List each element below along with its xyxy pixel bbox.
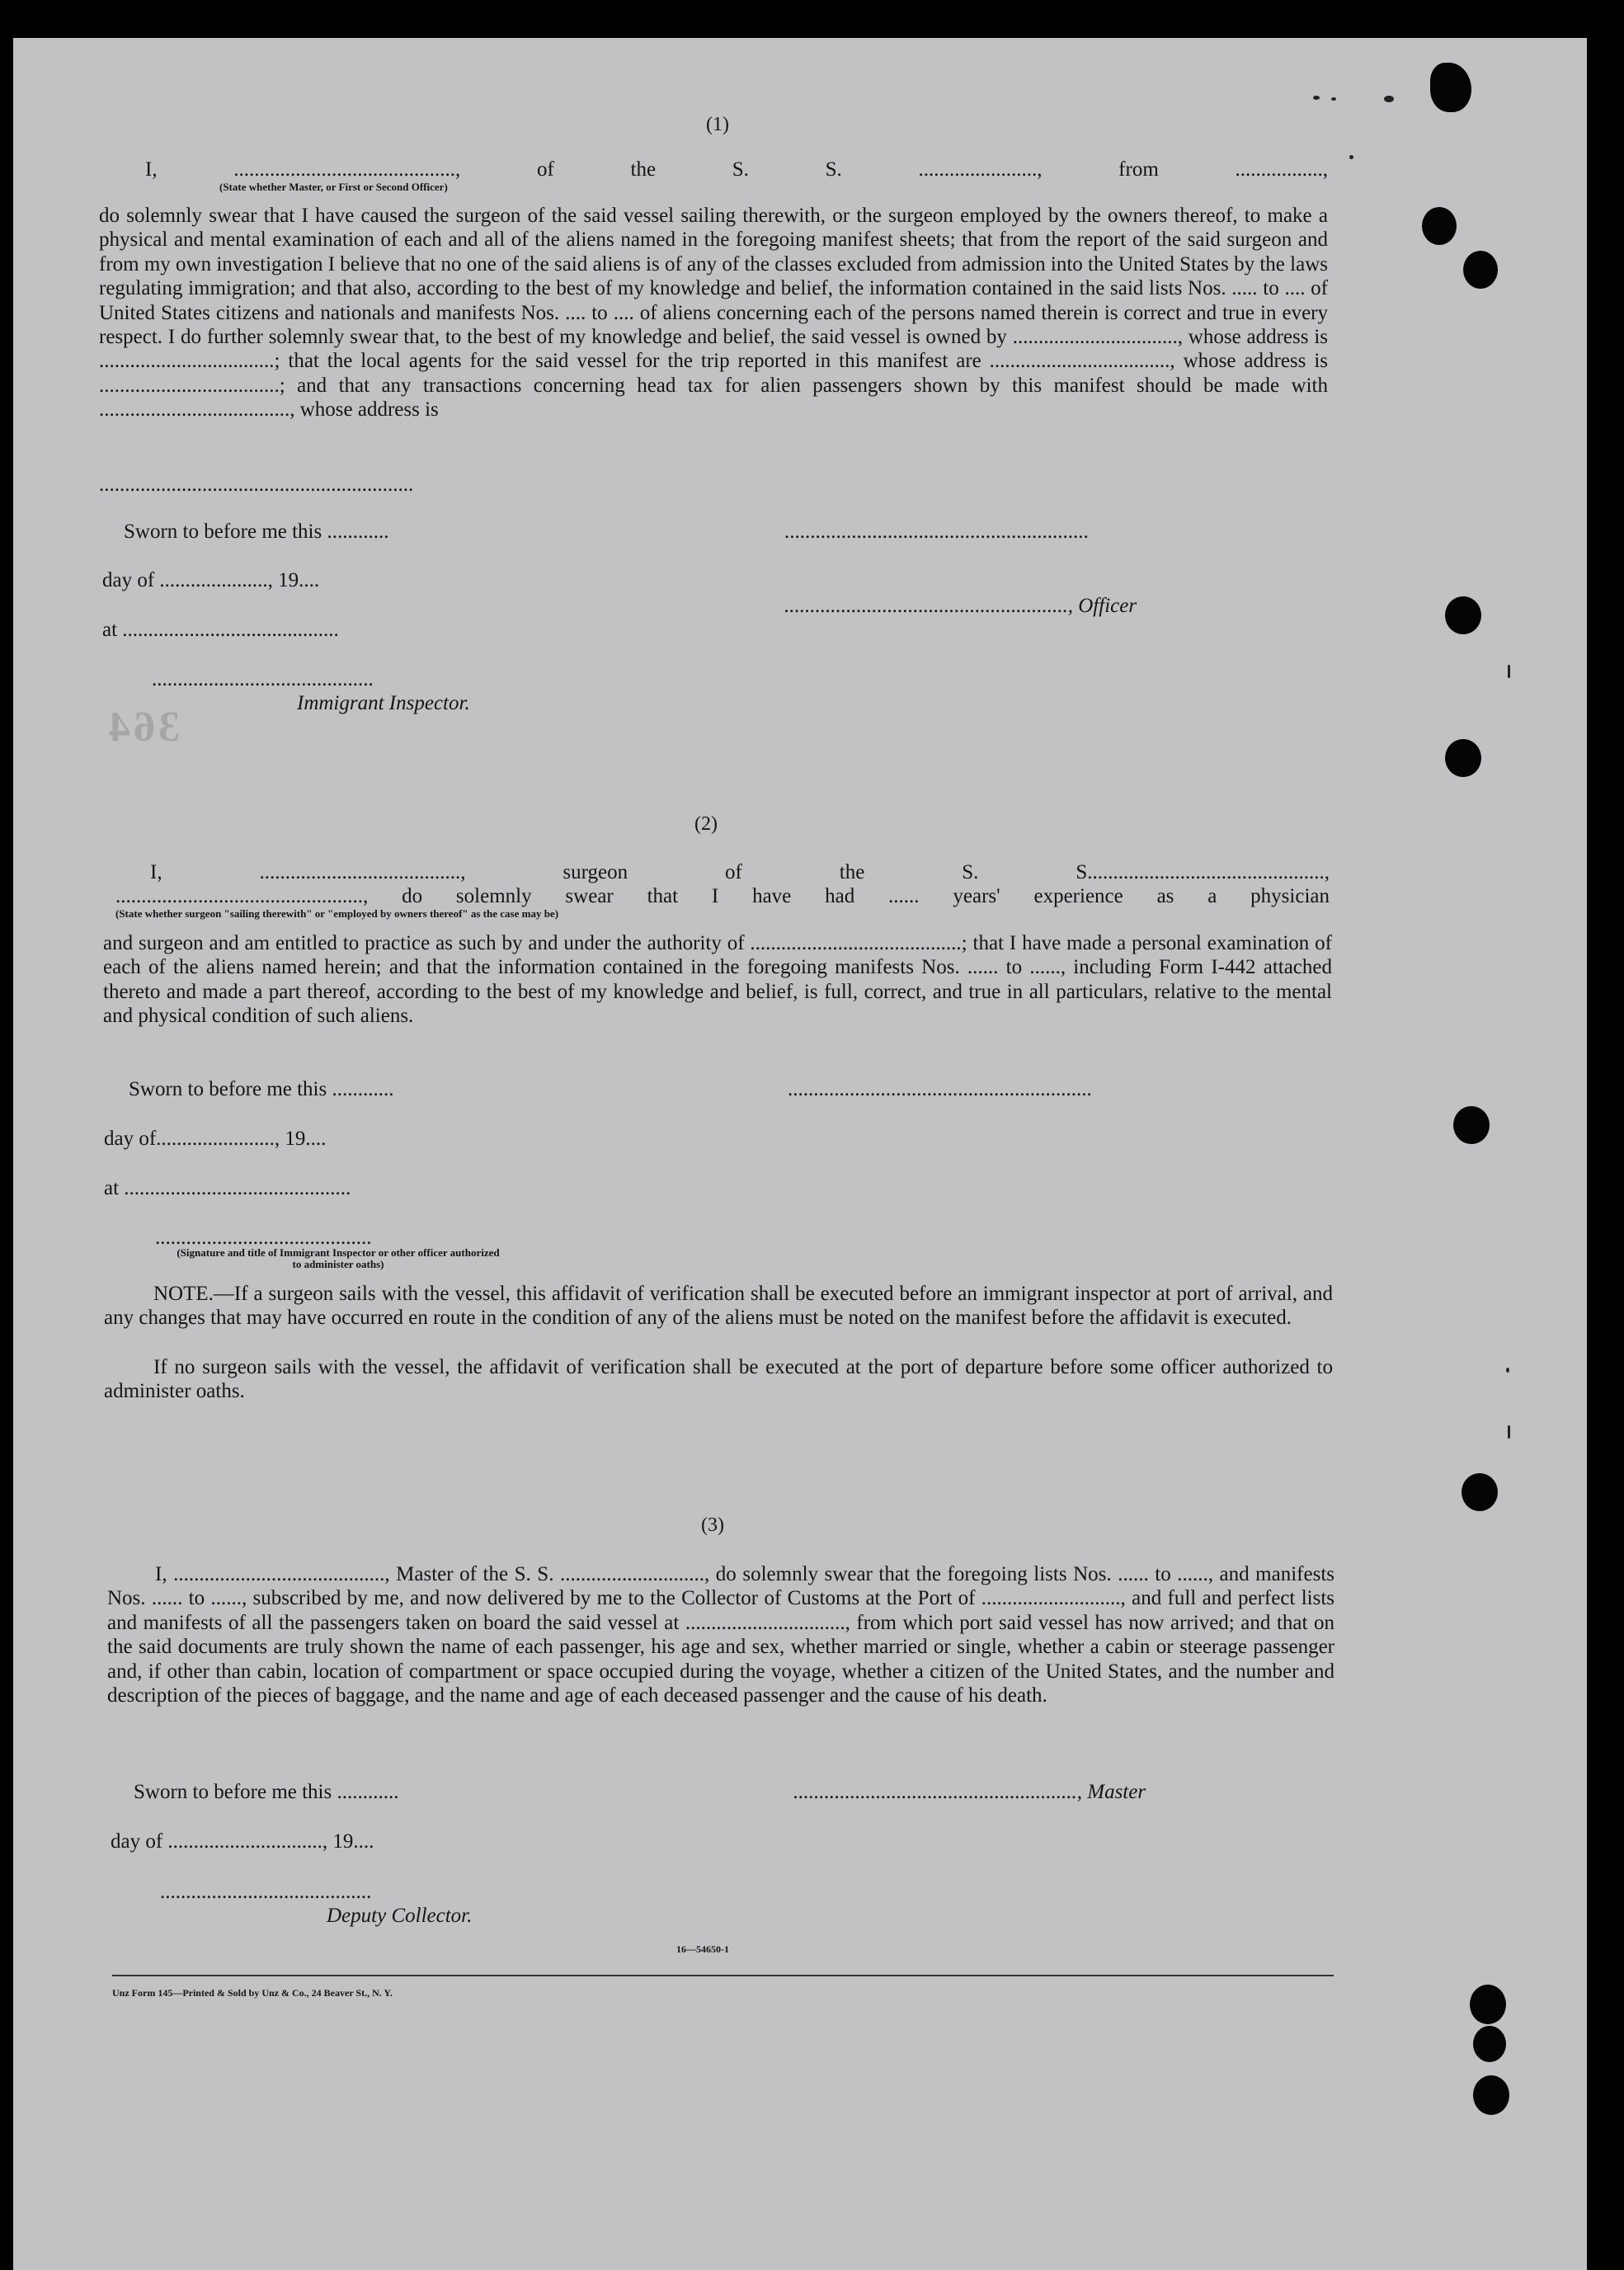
section-1-inspector-sig: ........................................... xyxy=(152,668,374,690)
section-1-officer-line: ......................................................., Officer xyxy=(784,595,1137,617)
officer-note: (State whether Master, or First or Second Officer) xyxy=(219,181,448,193)
binder-hole xyxy=(1473,2075,1509,2115)
section-3-sworn: Sworn to before me this ............ xyxy=(134,1781,399,1803)
section-1-day-of: day of ....................., 19.... xyxy=(102,569,320,591)
section-3-body: I, ........................................., Master of the S. S. ............................, do solemnly swear that the foregoing lists Nos. ...... to ......, and manifests Nos. ...... to ......, subscribed by me, and now delivered by me to the Collector of Customs at the Port of ..........................., and full and perfect lists and manifests of all the passengers taken on board the said vessel at ..............................., from which port said vessel has now arrived; and that on the said documents are truly shown the name of each passenger, his age and sex, whether married or single, whether a cabin or steerage passenger and, if other than cabin, location of compartment or space occupied during the voyage, whether a citizen of the United States, and the number and description of the pieces of baggage, and the name and age of each deceased passenger and the cause of his death. xyxy=(107,1563,1335,1707)
section-2-day-of: day of......................., 19.... xyxy=(104,1128,327,1150)
corner-damage xyxy=(1430,63,1471,112)
binder-hole xyxy=(1422,207,1457,245)
section-1-body: do solemnly swear that I have caused the surgeon of the said vessel sailing therewith, or the surgeon employed by the owners thereof, to make a physical and mental examination of each and all of the aliens named in the foregoing manifest sheets; that from the report of the said surgeon and from my own investigation I believe that no one of the said aliens is of any of the classes excluded from admission into the United States by the laws regulating immigration; and that also, according to the best of my knowledge and belief, the information contained in the said lists Nos. ..... to .... of United States citizens and nationals and manifests Nos. .... to .... of aliens concerning each of the persons named therein is correct and true in every respect. I do further solemnly swear that, to the best of my knowledge and belief, the said vessel is owned by ................................, whose address is ..................................; that the local agents for the said vessel for the trip reported in this manifest are ..................................., whose address is ...................................; and that any transactions concerning head tax for alien passengers shown by this manifest should be made with ....................................., whose address is xyxy=(99,205,1328,422)
signature-note: (Signature and title of Immigrant Inspector or other officer authorized to administer oaths) xyxy=(177,1246,500,1270)
section-1-first-line: I, ..........................................., of the S. S. ......................., from ................., xyxy=(145,158,1328,181)
speck xyxy=(1349,155,1353,159)
speck xyxy=(1313,96,1320,100)
section-3-number: (3) xyxy=(701,1514,724,1536)
footer-rule xyxy=(112,1975,1334,1976)
section-2-inspector-sig: .......................................... xyxy=(155,1227,372,1249)
binder-hole xyxy=(1453,1106,1490,1144)
binder-hole xyxy=(1463,251,1498,289)
faint-stamp-number: 364 xyxy=(106,704,180,751)
binder-hole xyxy=(1445,596,1481,634)
surgeon-note: (State whether surgeon "sailing therewith" or "employed by owners thereof" as the case may be) xyxy=(115,907,559,920)
section-2-number: (2) xyxy=(694,813,718,835)
speck xyxy=(1384,96,1394,102)
section-2-sworn: Sworn to before me this ............ xyxy=(129,1078,394,1100)
section-3-master-line: ......................................................., Master xyxy=(793,1781,1146,1803)
note-paragraph-2: If no surgeon sails with the vessel, the affidavit of verification shall be executed at the port of departure before some officer authorized to administer oaths. xyxy=(104,1356,1333,1403)
form-sheet xyxy=(13,38,1587,2270)
section-1-inspector-title: Immigrant Inspector. xyxy=(297,692,470,714)
section-1-sworn: Sworn to before me this ............ xyxy=(124,520,389,543)
note-paragraph-1: NOTE.—If a surgeon sails with the vessel, this affidavit of verification shall be executed before an immigrant inspector at port of arrival, and any changes that may have occurred en route in the condition of any of the aliens must be noted on the manifest before the affidavit is executed. xyxy=(104,1283,1333,1330)
section-1-right-signature: ........................................................... xyxy=(784,520,1089,543)
form-number: 16—54650-1 xyxy=(676,1943,729,1955)
section-3-collector-title: Deputy Collector. xyxy=(327,1905,473,1927)
speck xyxy=(1508,665,1510,678)
section-1-number: (1) xyxy=(706,114,729,135)
speck xyxy=(1331,97,1336,101)
speck xyxy=(1506,1368,1509,1373)
footer-printer: Unz Form 145—Printed & Sold by Unz & Co., 24 Beaver St., N. Y. xyxy=(112,1987,393,1999)
section-1-trailing-dots: ............................................................. xyxy=(99,473,414,496)
section-3-day-of: day of .............................., 19.... xyxy=(111,1830,374,1853)
section-2-at: at ............................................ xyxy=(104,1177,351,1199)
section-1-at: at .......................................... xyxy=(102,619,339,641)
section-2-line-2: ................................................, do solemnly swear that I have had ...... years' experience as a physician xyxy=(115,885,1330,907)
section-2-body: and surgeon and am entitled to practice as such by and under the authority of .........................................; that I have made a personal examination of each of the aliens named herein; and that the information contained in the foregoing manifests Nos. ...... to ......, including Form I-442 attached thereto and made a part thereof, according to the best of my knowledge and belief, is full, correct, and true in all particulars, relative to the mental and physical condition of such aliens. xyxy=(103,932,1332,1028)
section-2-right-signature: ........................................................... xyxy=(788,1078,1092,1100)
binder-hole xyxy=(1462,1473,1498,1511)
binder-hole xyxy=(1445,739,1481,777)
binder-hole xyxy=(1473,2026,1506,2062)
section-3-collector-sig: ......................................... xyxy=(160,1881,372,1903)
section-2-line-1: I, ......................................., surgeon of the S. S.............................................., xyxy=(150,861,1330,883)
binder-hole xyxy=(1470,1985,1506,2024)
speck xyxy=(1508,1425,1510,1439)
